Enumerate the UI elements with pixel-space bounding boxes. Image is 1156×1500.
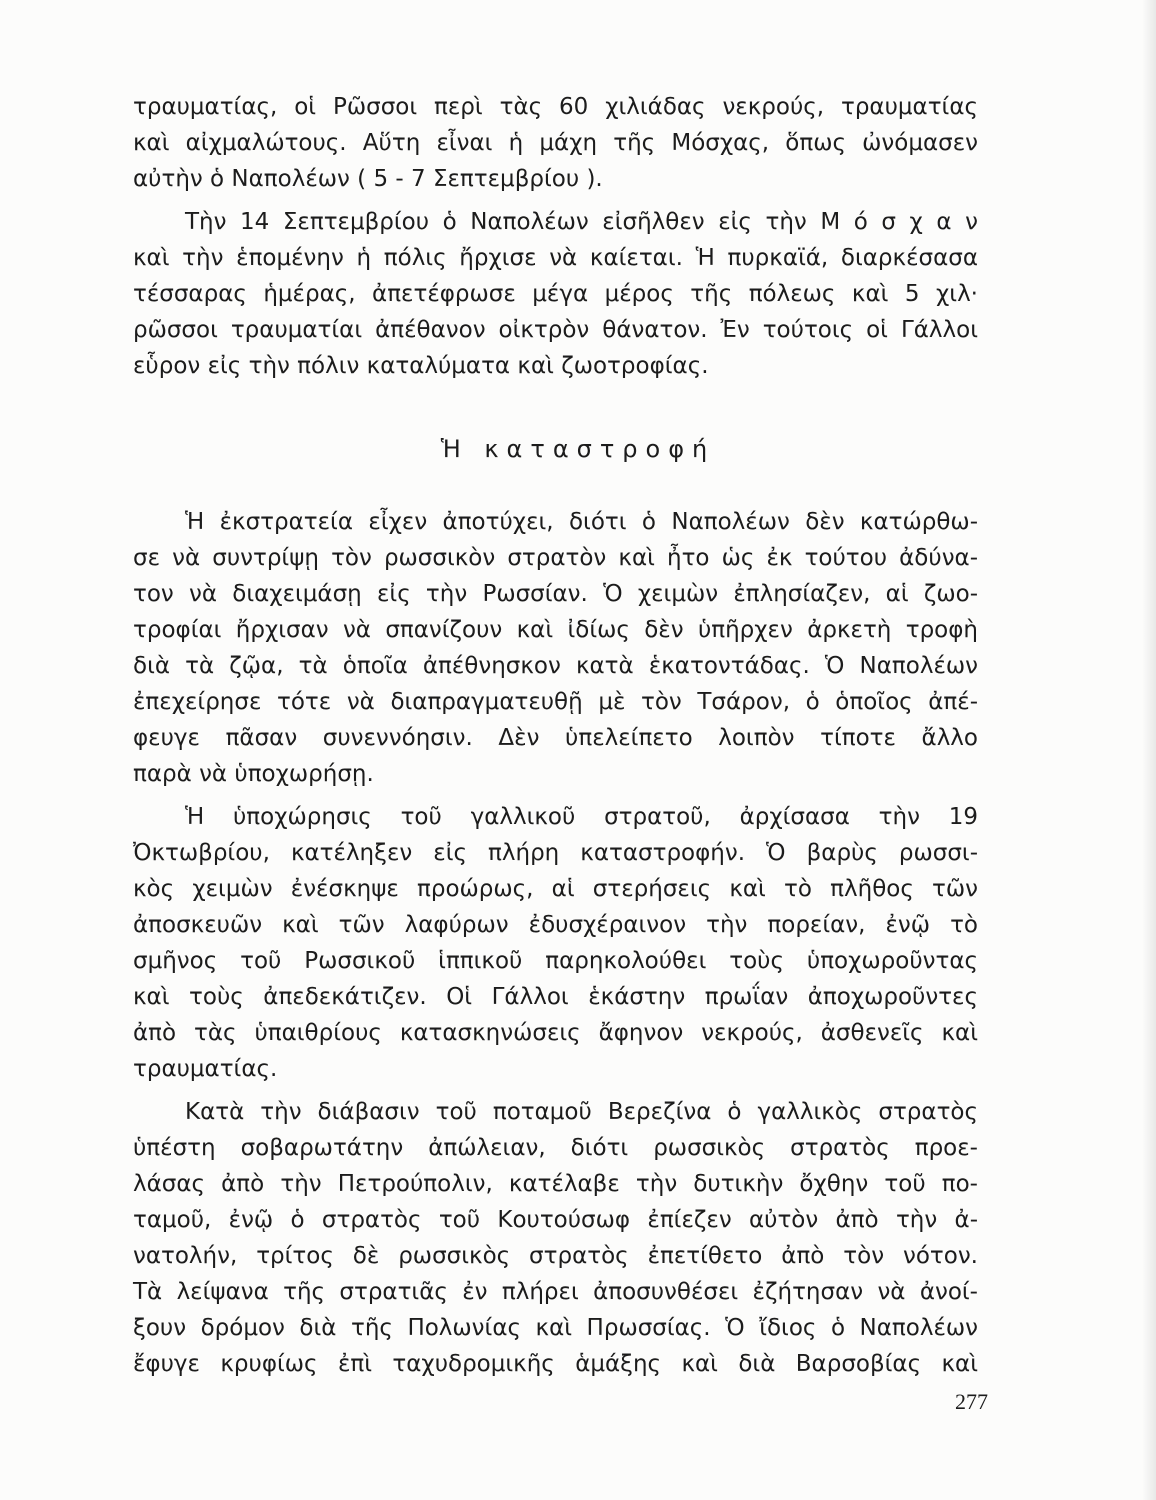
text-line: εὗρον εἰς τὴν πόλιν καταλύματα καὶ ζωοτροφίας. [133,353,709,379]
text-line: Κατὰ τὴν διάβασιν τοῦ ποταμοῦ Βερεζίνα ὁ γαλλικὸς στρατὸς [185,1099,978,1125]
text-line: φευγε πᾶσαν συνεννόησιν. Δὲν ὑπελείπετο λοιπὸν τίποτε ἄλλο [133,725,978,751]
text-line: ρῶσσοι τραυματίαι ἀπέθανον οἰκτρὸν θάνατον. Ἐν τούτοις οἱ Γάλλοι [133,317,978,343]
text-line: τραυματίας. [133,1056,278,1082]
text-line: παρὰ νὰ ὑποχωρήσῃ. [133,761,374,787]
text-line: κὸς χειμὼν ἐνέσκηψε προώρως, αἱ στερήσεις καὶ τὸ πλῆθος τῶν [133,876,978,902]
text-line: νατολήν, τρίτος δὲ ρωσσικὸς στρατὸς ἐπετίθετο ἀπὸ τὸν νότον. [133,1243,978,1269]
text-line: τραυματίας, οἱ Ρῶσσοι περὶ τὰς 60 χιλιάδας νεκρούς, τραυματίας [133,94,978,120]
text-line: Τὴν 14 Σεπτεμβρίου ὁ Ναπολέων εἰσῆλθεν εἰς τὴν Μ ό σ χ α ν [185,209,978,235]
text-line: καὶ αἰχμαλώτους. Αὕτη εἶναι ἡ μάχη τῆς Μόσχας, ὅπως ὠνόμασεν [133,130,978,156]
text-line: καὶ τοὺς ἀπεδεκάτιζεν. Οἱ Γάλλοι ἑκάστην πρωΐαν ἀποχωροῦντες [133,984,978,1010]
text-line: ὑπέστη σοβαρωτάτην ἀπώλειαν, διότι ρωσσικὸς στρατὸς προε- [133,1135,978,1161]
text-line: τέσσαρας ἡμέρας, ἀπετέφρωσε μέγα μέρος τῆς πόλεως καὶ 5 χιλ· [133,281,978,307]
text-line: σμῆνος τοῦ Ρωσσικοῦ ἱππικοῦ παρηκολούθει τοὺς ὑποχωροῦντας [133,948,978,974]
text-line: ἀπὸ τὰς ὑπαιθρίους κατασκηνώσεις ἄφηνον νεκρούς, ἀσθενεῖς καὶ [133,1020,978,1046]
text-line: Ἡ ἐκστρατεία εἶχεν ἀποτύχει, διότι ὁ Ναπολέων δὲν κατώρθω- [185,509,978,535]
text-line: Ὀκτωβρίου, κατέληξεν εἰς πλήρη καταστροφήν. Ὁ βαρὺς ρωσσι- [133,840,978,866]
paragraph-4 [133,799,978,1087]
text-line: καὶ τὴν ἑπομένην ἡ πόλις ἤρχισε νὰ καίεται. Ἡ πυρκαϊά, διαρκέσασα [133,245,978,271]
text-line: αὐτὴν ὁ Ναπολέων ( 5 - 7 Σεπτεμβρίου ). [133,166,603,192]
text-line: ξουν δρόμον διὰ τῆς Πολωνίας καὶ Πρωσσίας. Ὁ ἴδιος ὁ Ναπολέων [133,1315,978,1341]
paragraph-5 [133,1094,978,1382]
text-line: ἐπεχείρησε τότε νὰ διαπραγματευθῇ μὲ τὸν Τσάρον, ὁ ὁποῖος ἀπέ- [133,689,978,715]
text-line: τροφίαι ἤρχισαν νὰ σπανίζουν καὶ ἰδίως δὲν ὑπῆρχεν ἀρκετὴ τροφὴ [133,617,978,643]
text-line: λάσας ἀπὸ τὴν Πετρούπολιν, κατέλαβε τὴν δυτικὴν ὄχθην τοῦ πο- [133,1171,978,1197]
paragraph-2 [133,204,978,384]
text-line: ἔφυγε κρυφίως ἐπὶ ταχυδρομικῆς ἁμάξης καὶ διὰ Βαρσοβίας καὶ [133,1351,978,1377]
text-line: ταμοῦ, ἐνῷ ὁ στρατὸς τοῦ Κουτούσωφ ἐπίεζεν αὐτὸν ἀπὸ τὴν ἀ- [133,1207,978,1233]
page-number: 277 [955,1389,988,1414]
page-edge-shadow [1142,0,1156,1500]
paragraph-1 [133,89,978,197]
text-line: τον νὰ διαχειμάσῃ εἰς τὴν Ρωσσίαν. Ὁ χειμὼν ἐπλησίαζεν, αἱ ζωο- [133,581,978,607]
text-line: ἀποσκευῶν καὶ τῶν λαφύρων ἐδυσχέραινον τὴν πορείαν, ἐνῷ τὸ [133,912,978,938]
text-line: Ἡ ὑποχώρησις τοῦ γαλλικοῦ στρατοῦ, ἀρχίσασα τὴν 19 [185,804,978,830]
text-line: διὰ τὰ ζῷα, τὰ ὁποῖα ἀπέθνησκον κατὰ ἑκατοντάδας. Ὁ Ναπολέων [133,653,978,679]
text-line: Τὰ λείψανα τῆς στρατιᾶς ἐν πλήρει ἀποσυνθέσει ἐζήτησαν νὰ ἀνοί- [133,1279,978,1305]
paragraph-3 [133,504,978,792]
section-heading: Ἡ καταστροφή [440,435,716,463]
text-line: σε νὰ συντρίψῃ τὸν ρωσσικὸν στρατὸν καὶ ἦτο ὡς ἐκ τούτου ἀδύνα- [133,545,978,571]
